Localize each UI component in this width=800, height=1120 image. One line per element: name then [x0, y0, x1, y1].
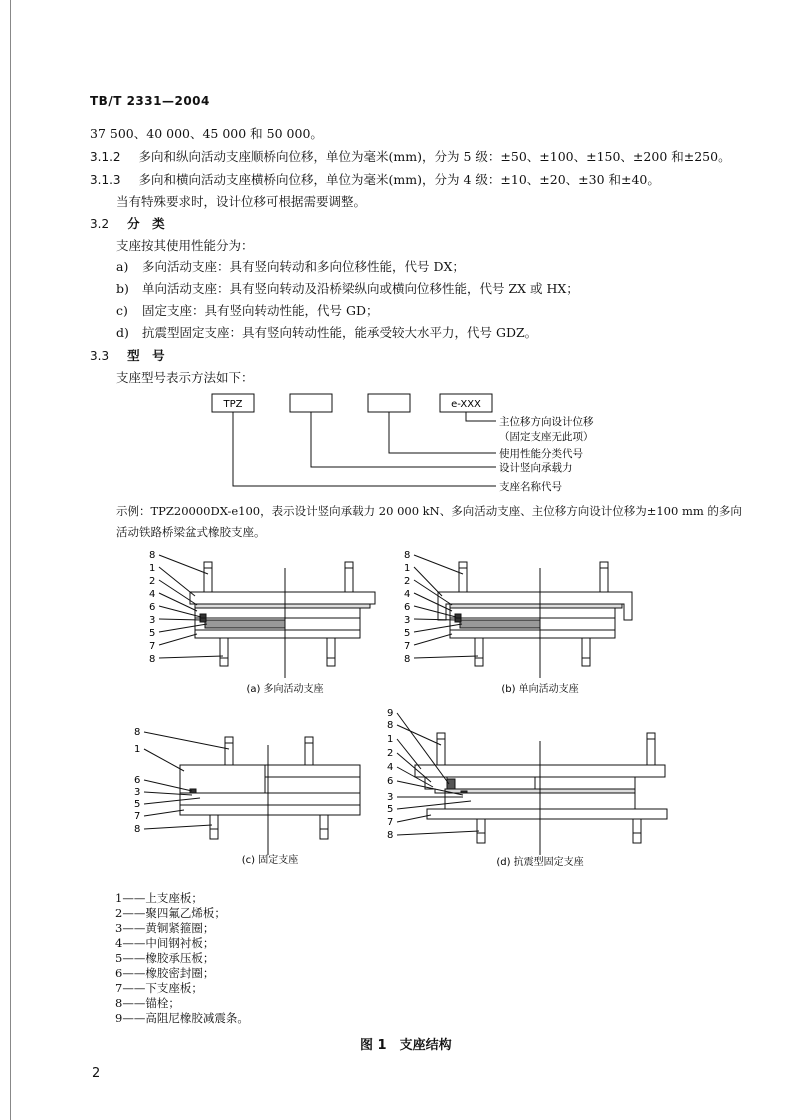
- code-note: 设计竖向承载力: [499, 462, 573, 474]
- part-label: 6: [149, 602, 156, 613]
- code-note: 支座名称代号: [499, 481, 562, 493]
- figure-title: 图 1 支座结构: [360, 1038, 452, 1053]
- figure-a-multidirectional-bearing: [145, 548, 385, 698]
- section-3-3-heading: [90, 348, 165, 364]
- standard-code-header: TB/T 2331—2004: [90, 94, 210, 108]
- figure-caption-b: (b) 单向活动支座: [501, 684, 579, 695]
- section-title: 分 类: [127, 216, 165, 231]
- part-label: 3: [404, 615, 411, 626]
- list-text: 多向活动支座：具有竖向转动和多向位移性能，代号 DX；: [142, 259, 465, 274]
- section-3-2-heading: [90, 216, 165, 232]
- list-item: [116, 259, 465, 275]
- part-label: 6: [134, 775, 141, 786]
- figure-caption-a: (a) 多向活动支座: [246, 684, 324, 695]
- list-text: 单向活动支座：具有竖向转动及沿桥梁纵向或横向位移性能，代号 ZX 或 HX；: [142, 281, 579, 296]
- part-label: 2: [387, 748, 394, 759]
- part-label: 4: [387, 762, 394, 773]
- legend-item: 6——橡胶密封圈；: [115, 966, 215, 980]
- list-mark: d): [116, 325, 129, 340]
- clause-3-1-3-note: 当有特殊要求时，设计位移可根据需要调整。: [116, 194, 367, 209]
- legend-item: 5——橡胶承压板；: [115, 951, 215, 965]
- part-label: 1: [134, 744, 141, 755]
- section-title: 型 号: [127, 348, 165, 363]
- clause-number: 3.1.2: [90, 150, 121, 164]
- part-label: 3: [149, 615, 156, 626]
- part-label: 8: [134, 824, 141, 835]
- clause-text: 多向和横向活动支座横桥向位移，单位为毫米(mm)，分为 4 级：±10、±20、±30 和±40。: [138, 172, 660, 187]
- part-label: 5: [134, 799, 141, 810]
- part-label: 5: [149, 628, 156, 639]
- figure-caption-d: (d) 抗震型固定支座: [496, 857, 584, 868]
- section-number: 3.3: [90, 349, 110, 363]
- part-label: 8: [149, 550, 156, 561]
- list-item: [116, 325, 538, 341]
- part-label: 1: [149, 563, 156, 574]
- clause-text: 多向和纵向活动支座顺桥向位移，单位为毫米(mm)，分为 5 级：±50、±100、±150、±200 和±250。: [138, 149, 731, 164]
- figure-d-seismic-fixed-bearing: [385, 705, 675, 875]
- part-label: 5: [404, 628, 411, 639]
- model-code-diagram: [200, 390, 660, 500]
- part-label: 8: [387, 830, 394, 841]
- legend-item: 1——上支座板；: [115, 891, 203, 905]
- list-mark: b): [116, 281, 129, 296]
- part-label: 2: [149, 576, 156, 587]
- list-item: [116, 303, 379, 319]
- section-3-3-intro: 支座型号表示方法如下：: [116, 370, 254, 385]
- list-item: [116, 281, 579, 297]
- code-note: 主位移方向设计位移: [499, 416, 594, 428]
- legend-item: 4——中间钢衬板；: [115, 936, 215, 950]
- page-number: 2: [92, 1066, 101, 1081]
- legend-item: 7——下支座板；: [115, 981, 203, 995]
- continuation-line: 37 500、40 000、45 000 和 50 000。: [90, 126, 323, 141]
- legend-item: 8——锚栓；: [115, 996, 180, 1010]
- figure-c-fixed-bearing: [130, 725, 380, 875]
- part-label: 4: [149, 589, 156, 600]
- part-label: 8: [134, 727, 141, 738]
- part-label: 7: [387, 817, 394, 828]
- part-label: 8: [387, 720, 394, 731]
- legend-item: 3——黄铜紧箍圈；: [115, 921, 215, 935]
- clause-3-1-3: [90, 172, 660, 188]
- part-label: 1: [387, 734, 394, 745]
- code-box-label: TPZ: [223, 399, 243, 410]
- code-note: 使用性能分类代号: [499, 448, 583, 460]
- part-label: 1: [404, 563, 411, 574]
- example-line-1: 示例：TPZ20000DX-e100，表示设计竖向承载力 20 000 kN、多向活动支座、主位移方向设计位移为±100 mm 的多向: [116, 504, 742, 518]
- part-label: 6: [387, 776, 394, 787]
- code-box-label: e-XXX: [451, 399, 481, 410]
- list-text: 固定支座：具有竖向转动性能，代号 GD；: [142, 303, 379, 318]
- part-label: 7: [134, 811, 141, 822]
- part-label: 6: [404, 602, 411, 613]
- legend-item: 9——高阻尼橡胶减震条。: [115, 1011, 249, 1025]
- binding-margin-line: [10, 0, 11, 1120]
- part-label: 3: [134, 787, 141, 798]
- clause-number: 3.1.3: [90, 173, 121, 187]
- code-box-type: [368, 394, 410, 412]
- part-label: 7: [404, 641, 411, 652]
- part-label: 3: [387, 792, 394, 803]
- example-line-2: 活动铁路桥梁盆式橡胶支座。: [116, 525, 266, 539]
- part-label: 8: [404, 550, 411, 561]
- part-label: 8: [404, 654, 411, 665]
- legend-item: 2——聚四氟乙烯板；: [115, 906, 226, 920]
- code-box-load: [290, 394, 332, 412]
- part-label: 8: [149, 654, 156, 665]
- part-label: 2: [404, 576, 411, 587]
- section-3-2-intro: 支座按其使用性能分为：: [116, 238, 254, 253]
- list-text: 抗震型固定支座：具有竖向转动性能，能承受较大水平力，代号 GDZ。: [142, 325, 538, 340]
- code-note: （固定支座无此项）: [499, 431, 594, 443]
- list-mark: c): [116, 303, 128, 318]
- list-mark: a): [116, 259, 129, 274]
- figure-caption-c: (c) 固定支座: [241, 855, 299, 866]
- clause-3-1-2: [90, 149, 731, 165]
- part-label: 9: [387, 708, 394, 719]
- part-label: 4: [404, 589, 411, 600]
- part-label: 7: [149, 641, 156, 652]
- part-label: 5: [387, 804, 394, 815]
- section-number: 3.2: [90, 217, 110, 231]
- figure-b-unidirectional-bearing: [400, 548, 640, 698]
